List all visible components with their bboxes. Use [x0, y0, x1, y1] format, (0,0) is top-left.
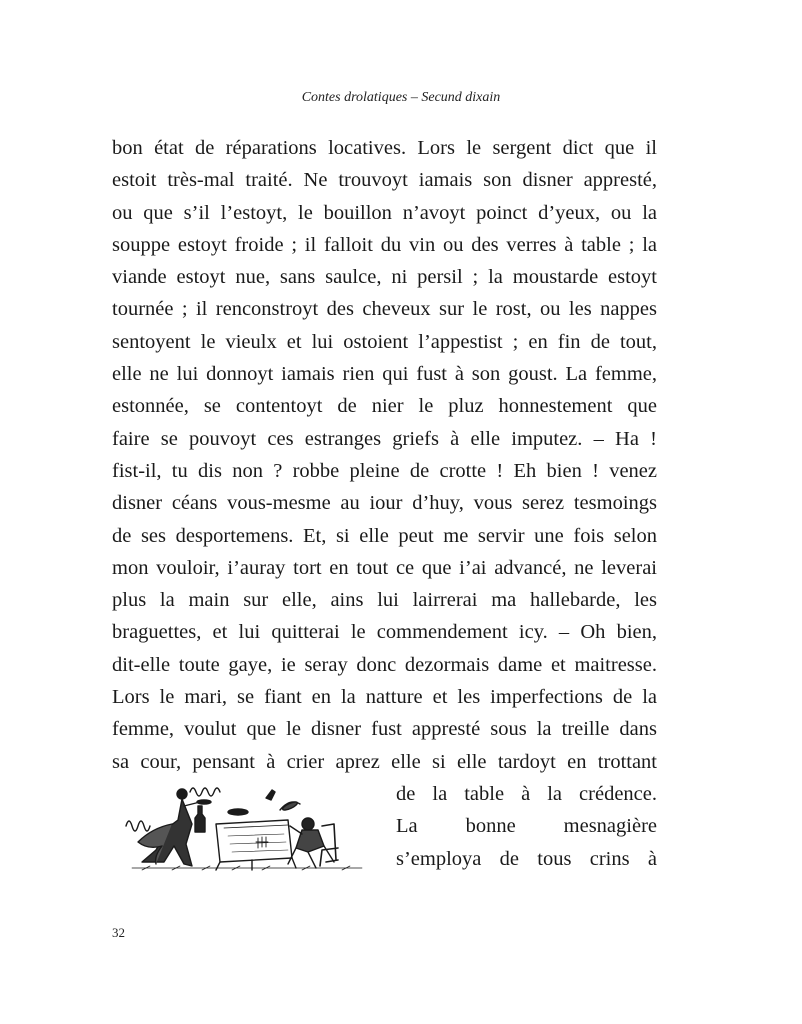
text-line: souppe estoyt froide ; il falloit du vin ou des verres à table ; la — [112, 233, 657, 256]
text-line: Lors le mari, se fiant en la natture et les imperfections de la — [112, 686, 657, 709]
text-line: elle ne lui donnoyt iamais rien qui fust à son goust. La femme, — [112, 363, 657, 386]
text-line: La bonne mesnagière — [396, 815, 657, 838]
text-line: faire se pouvoyt ces estranges griefs à elle imputez. – Ha ! — [112, 427, 657, 450]
running-header: Contes drolatiques – Secund dixain — [301, 90, 501, 105]
text-line: fist-il, tu dis non ? robbe pleine de crotte ! Eh bien ! venez — [112, 459, 657, 482]
text-line: sa cour, pensant à crier aprez elle si elle tardoyt en trottant — [112, 750, 657, 773]
text-line: estonnée, se contentoyt de nier le pluz honnestement que — [112, 395, 657, 418]
text-line: s’employa de tous crins à — [396, 847, 657, 870]
text-line: viande estoyt nue, sans saulce, ni persil ; la moustarde estoyt — [112, 266, 657, 289]
vignette-illustration — [112, 780, 382, 872]
text-line: ou que s’il l’estoyt, le bouillon n’avoyt poinct d’yeux, ou la — [112, 201, 657, 224]
text-line: bon état de réparations locatives. Lors le sergent dict que il — [112, 137, 657, 159]
text-line: sentoyent le vieulx et lui ostoient l’appestist ; en fin de tout, — [112, 330, 657, 353]
text-line: dit-elle toute gaye, ie seray donc dezormais dame et maitresse. — [112, 653, 657, 676]
text-line: de la table à la crédence. — [396, 782, 657, 805]
text-line: estoit très-mal traité. Ne trouvoyt iamais son disner appresté, — [112, 169, 657, 192]
body-text — [112, 132, 657, 875]
text-line: plus la main sur elle, ains lui lairrerai ma hallebarde, les — [112, 589, 657, 612]
text-line: femme, voulut que le disner fust appresté sous la treille dans — [112, 718, 657, 741]
text-line: de ses desportemens. Et, si elle peut me servir une fois selon — [112, 524, 657, 547]
figure-row — [112, 778, 657, 875]
side-text — [396, 778, 657, 875]
text-line: braguettes, et lui quitterai le commendement icy. – Oh bien, — [112, 621, 657, 644]
text-line: mon vouloir, i’auray tort en tout ce que i’ai advancé, ne leverai — [112, 556, 657, 579]
page-number: 32 — [112, 925, 125, 940]
text-line: disner céans vous-mesme au iour d’huy, vous serez tesmoings — [112, 492, 657, 515]
text-line: tournée ; il renconstroyt des cheveux sur le rost, ou les nappes — [112, 298, 657, 321]
